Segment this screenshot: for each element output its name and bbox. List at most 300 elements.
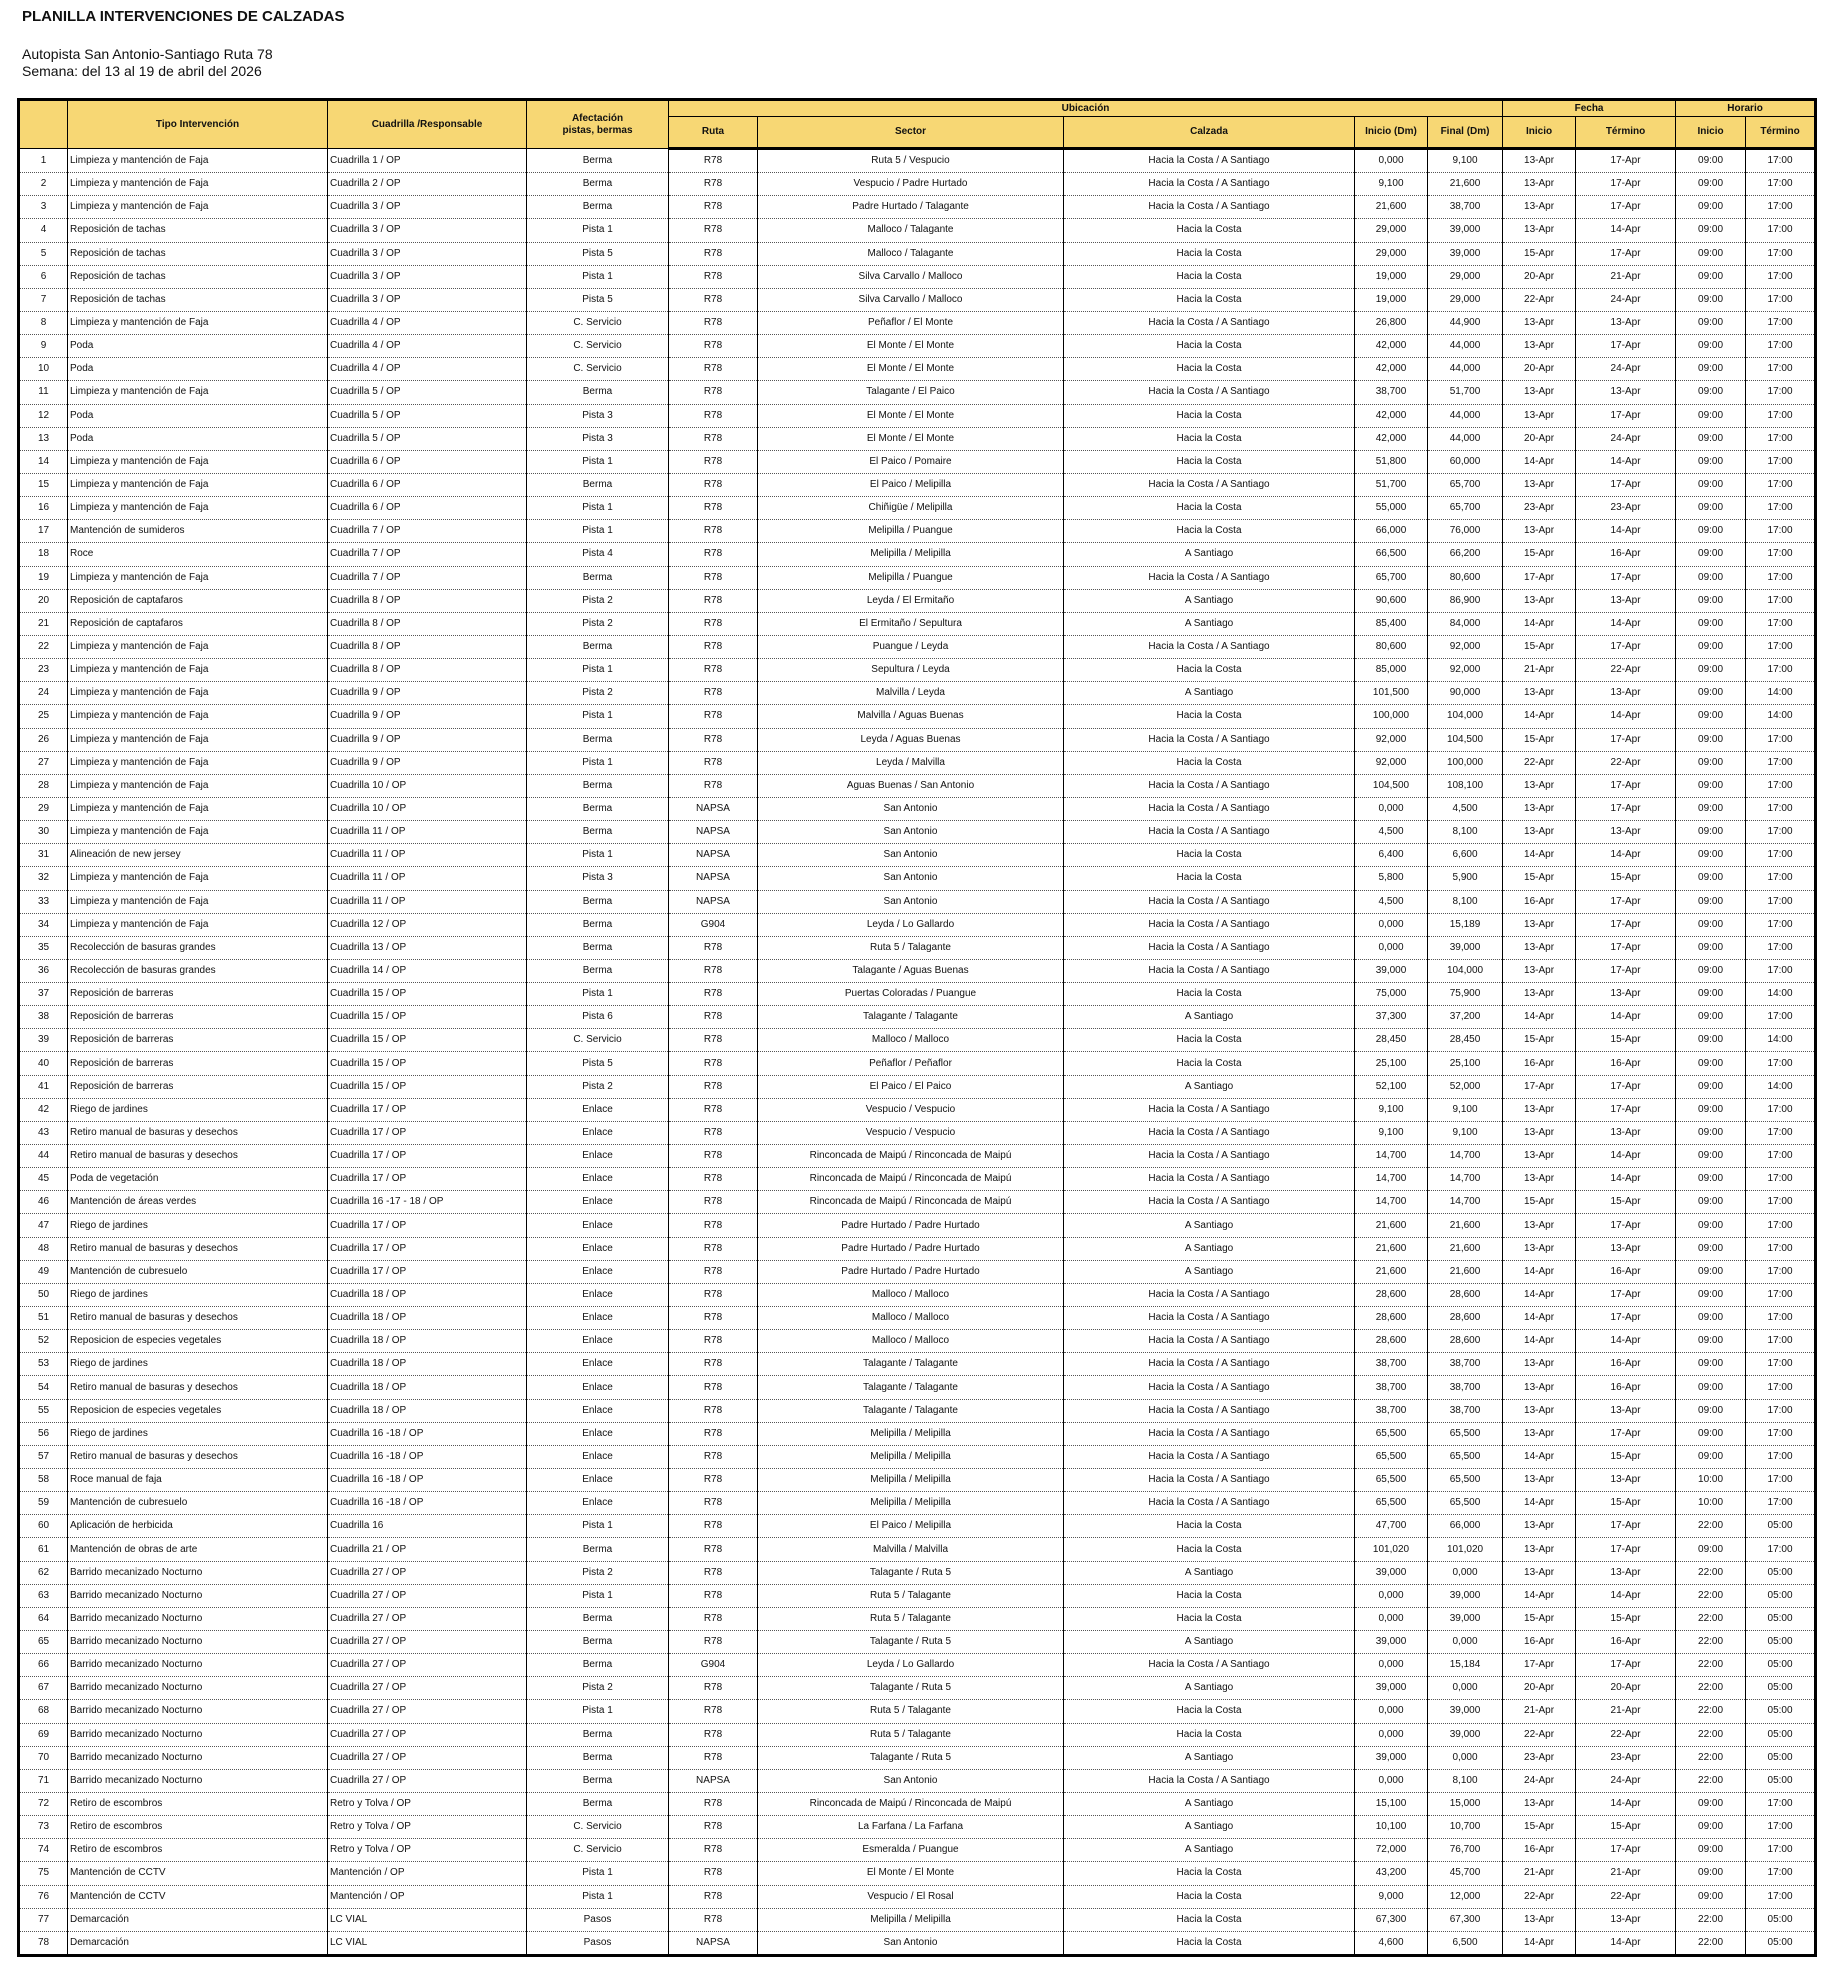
cell-tipo-intervencion: Limpieza y mantención de Faja (68, 751, 328, 774)
cell-row-number: 4 (19, 219, 68, 242)
cell-sector: Talagante / El Paico (758, 381, 1064, 404)
cell-tipo-intervencion: Barrido mecanizado Nocturno (68, 1700, 328, 1723)
cell-ruta: NAPSA (669, 844, 758, 867)
cell-ruta: R78 (669, 1445, 758, 1468)
cell-inicio-dm: 28,600 (1355, 1283, 1428, 1306)
cell-calzada: A Santiago (1064, 1839, 1355, 1862)
cell-tipo-intervencion: Limpieza y mantención de Faja (68, 774, 328, 797)
cell-calzada: A Santiago (1064, 1237, 1355, 1260)
cell-sector: San Antonio (758, 821, 1064, 844)
table-row (19, 589, 1816, 612)
cell-hora-termino: 14:00 (1746, 1075, 1816, 1098)
cell-tipo-intervencion: Mantención de obras de arte (68, 1538, 328, 1561)
cell-inicio-dm: 5,800 (1355, 867, 1428, 890)
cell-hora-termino: 17:00 (1746, 1168, 1816, 1191)
cell-inicio-dm: 29,000 (1355, 242, 1428, 265)
cell-sector: Padre Hurtado / Padre Hurtado (758, 1237, 1064, 1260)
cell-fecha-termino: 17-Apr (1576, 1515, 1676, 1538)
cell-cuadrilla: Cuadrilla 15 / OP (328, 1075, 527, 1098)
cell-fecha-termino: 21-Apr (1576, 1700, 1676, 1723)
table-row (19, 1121, 1816, 1144)
cell-sector: Peñaflor / El Monte (758, 311, 1064, 334)
cell-cuadrilla: Cuadrilla 15 / OP (328, 1006, 527, 1029)
cell-hora-termino: 17:00 (1746, 450, 1816, 473)
cell-final-dm: 39,000 (1428, 219, 1503, 242)
cell-tipo-intervencion: Reposición de barreras (68, 1006, 328, 1029)
cell-hora-inicio: 09:00 (1676, 381, 1746, 404)
cell-fecha-termino: 24-Apr (1576, 358, 1676, 381)
cell-tipo-intervencion: Limpieza y mantención de Faja (68, 173, 328, 196)
cell-row-number: 27 (19, 751, 68, 774)
table-row (19, 1908, 1816, 1931)
cell-cuadrilla: Cuadrilla 8 / OP (328, 589, 527, 612)
cell-hora-inicio: 22:00 (1676, 1584, 1746, 1607)
cell-hora-termino: 05:00 (1746, 1515, 1816, 1538)
cell-fecha-termino: 15-Apr (1576, 1029, 1676, 1052)
cell-cuadrilla: Cuadrilla 3 / OP (328, 196, 527, 219)
cell-hora-termino: 17:00 (1746, 1862, 1816, 1885)
table-row (19, 1515, 1816, 1538)
cell-inicio-dm: 26,800 (1355, 311, 1428, 334)
cell-calzada: Hacia la Costa / A Santiago (1064, 149, 1355, 173)
cell-hora-termino: 17:00 (1746, 1445, 1816, 1468)
cell-ruta: NAPSA (669, 1769, 758, 1792)
cell-final-dm: 39,000 (1428, 1584, 1503, 1607)
cell-ruta: R78 (669, 1561, 758, 1584)
cell-afectacion: Pista 3 (527, 867, 669, 890)
cell-inicio-dm: 38,700 (1355, 1399, 1428, 1422)
cell-tipo-intervencion: Reposición de tachas (68, 219, 328, 242)
cell-hora-termino: 17:00 (1746, 358, 1816, 381)
cell-calzada: Hacia la Costa / A Santiago (1064, 1121, 1355, 1144)
cell-sector: Puangue / Leyda (758, 635, 1064, 658)
table-row (19, 1237, 1816, 1260)
cell-tipo-intervencion: Retiro de escombros (68, 1839, 328, 1862)
table-row (19, 1700, 1816, 1723)
cell-fecha-termino: 17-Apr (1576, 196, 1676, 219)
cell-final-dm: 0,000 (1428, 1677, 1503, 1700)
cell-final-dm: 39,000 (1428, 1723, 1503, 1746)
cell-final-dm: 6,500 (1428, 1931, 1503, 1955)
cell-fecha-termino: 17-Apr (1576, 404, 1676, 427)
cell-inicio-dm: 14,700 (1355, 1168, 1428, 1191)
cell-sector: Melipilla / Melipilla (758, 1492, 1064, 1515)
cell-afectacion: C. Servicio (527, 1839, 669, 1862)
table-row (19, 1631, 1816, 1654)
cell-fecha-inicio: 13-Apr (1503, 311, 1576, 334)
cell-cuadrilla: Cuadrilla 15 / OP (328, 1029, 527, 1052)
cell-cuadrilla: Cuadrilla 15 / OP (328, 1052, 527, 1075)
cell-afectacion: Berma (527, 890, 669, 913)
cell-final-dm: 101,020 (1428, 1538, 1503, 1561)
header-inicio-dm: Inicio (Dm) (1355, 117, 1428, 149)
cell-fecha-inicio: 13-Apr (1503, 1353, 1576, 1376)
cell-hora-termino: 05:00 (1746, 1561, 1816, 1584)
cell-tipo-intervencion: Mantención de CCTV (68, 1885, 328, 1908)
cell-final-dm: 66,200 (1428, 543, 1503, 566)
cell-fecha-inicio: 13-Apr (1503, 913, 1576, 936)
cell-inicio-dm: 66,000 (1355, 520, 1428, 543)
cell-row-number: 73 (19, 1816, 68, 1839)
cell-inicio-dm: 38,700 (1355, 1376, 1428, 1399)
cell-row-number: 41 (19, 1075, 68, 1098)
cell-fecha-inicio: 13-Apr (1503, 1121, 1576, 1144)
cell-inicio-dm: 28,450 (1355, 1029, 1428, 1052)
cell-row-number: 36 (19, 959, 68, 982)
header-fecha-termino: Término (1576, 117, 1676, 149)
cell-hora-inicio: 09:00 (1676, 890, 1746, 913)
table-row (19, 497, 1816, 520)
cell-ruta: R78 (669, 520, 758, 543)
cell-fecha-inicio: 17-Apr (1503, 1075, 1576, 1098)
cell-hora-inicio: 22:00 (1676, 1631, 1746, 1654)
cell-row-number: 69 (19, 1723, 68, 1746)
cell-sector: Melipilla / Melipilla (758, 1469, 1064, 1492)
cell-inicio-dm: 4,500 (1355, 821, 1428, 844)
header-horario: Horario (1676, 100, 1816, 117)
cell-row-number: 46 (19, 1191, 68, 1214)
cell-row-number: 57 (19, 1445, 68, 1468)
cell-fecha-termino: 15-Apr (1576, 1492, 1676, 1515)
cell-final-dm: 28,600 (1428, 1330, 1503, 1353)
cell-sector: Talagante / Ruta 5 (758, 1746, 1064, 1769)
cell-final-dm: 104,000 (1428, 705, 1503, 728)
cell-row-number: 34 (19, 913, 68, 936)
cell-ruta: R78 (669, 1816, 758, 1839)
cell-afectacion: Enlace (527, 1168, 669, 1191)
cell-fecha-termino: 13-Apr (1576, 589, 1676, 612)
cell-calzada: Hacia la Costa (1064, 844, 1355, 867)
cell-sector: Leyda / Lo Gallardo (758, 913, 1064, 936)
interventions-table (17, 98, 1817, 1957)
cell-inicio-dm: 19,000 (1355, 265, 1428, 288)
cell-sector: Malloco / Malloco (758, 1029, 1064, 1052)
cell-hora-termino: 05:00 (1746, 1908, 1816, 1931)
cell-calzada: Hacia la Costa (1064, 358, 1355, 381)
cell-fecha-inicio: 20-Apr (1503, 358, 1576, 381)
cell-inicio-dm: 6,400 (1355, 844, 1428, 867)
cell-fecha-termino: 14-Apr (1576, 1584, 1676, 1607)
cell-afectacion: Berma (527, 1769, 669, 1792)
table-row (19, 1168, 1816, 1191)
cell-final-dm: 38,700 (1428, 1399, 1503, 1422)
cell-inicio-dm: 0,000 (1355, 913, 1428, 936)
cell-hora-termino: 17:00 (1746, 844, 1816, 867)
cell-fecha-inicio: 13-Apr (1503, 1515, 1576, 1538)
cell-row-number: 65 (19, 1631, 68, 1654)
cell-cuadrilla: Cuadrilla 18 / OP (328, 1399, 527, 1422)
cell-tipo-intervencion: Retiro manual de basuras y desechos (68, 1307, 328, 1330)
cell-hora-termino: 17:00 (1746, 566, 1816, 589)
cell-hora-inicio: 09:00 (1676, 543, 1746, 566)
cell-hora-inicio: 09:00 (1676, 867, 1746, 890)
cell-hora-inicio: 22:00 (1676, 1723, 1746, 1746)
cell-tipo-intervencion: Mantención de cubresuelo (68, 1260, 328, 1283)
cell-ruta: R78 (669, 635, 758, 658)
cell-hora-termino: 17:00 (1746, 311, 1816, 334)
cell-calzada: Hacia la Costa / A Santiago (1064, 728, 1355, 751)
cell-ruta: R78 (669, 659, 758, 682)
cell-tipo-intervencion: Limpieza y mantención de Faja (68, 566, 328, 589)
cell-fecha-inicio: 13-Apr (1503, 219, 1576, 242)
cell-sector: Malvilla / Leyda (758, 682, 1064, 705)
cell-afectacion: Enlace (527, 1492, 669, 1515)
table-row (19, 1353, 1816, 1376)
cell-final-dm: 52,000 (1428, 1075, 1503, 1098)
cell-fecha-termino: 16-Apr (1576, 1631, 1676, 1654)
cell-hora-inicio: 09:00 (1676, 682, 1746, 705)
cell-cuadrilla: Mantención / OP (328, 1862, 527, 1885)
cell-final-dm: 8,100 (1428, 890, 1503, 913)
cell-row-number: 51 (19, 1307, 68, 1330)
table-row (19, 1769, 1816, 1792)
cell-hora-inicio: 09:00 (1676, 288, 1746, 311)
cell-row-number: 29 (19, 797, 68, 820)
cell-final-dm: 67,300 (1428, 1908, 1503, 1931)
cell-final-dm: 65,500 (1428, 1445, 1503, 1468)
cell-hora-termino: 17:00 (1746, 288, 1816, 311)
cell-sector: El Paico / El Paico (758, 1075, 1064, 1098)
cell-final-dm: 37,200 (1428, 1006, 1503, 1029)
cell-fecha-inicio: 15-Apr (1503, 1816, 1576, 1839)
cell-cuadrilla: Cuadrilla 27 / OP (328, 1769, 527, 1792)
cell-fecha-termino: 15-Apr (1576, 1607, 1676, 1630)
cell-cuadrilla: Cuadrilla 7 / OP (328, 566, 527, 589)
cell-tipo-intervencion: Reposición de tachas (68, 265, 328, 288)
cell-fecha-termino: 15-Apr (1576, 1191, 1676, 1214)
table-row (19, 1214, 1816, 1237)
cell-tipo-intervencion: Barrido mecanizado Nocturno (68, 1631, 328, 1654)
cell-ruta: R78 (669, 705, 758, 728)
cell-hora-inicio: 09:00 (1676, 844, 1746, 867)
cell-tipo-intervencion: Riego de jardines (68, 1098, 328, 1121)
cell-calzada: Hacia la Costa (1064, 751, 1355, 774)
cell-cuadrilla: Cuadrilla 18 / OP (328, 1283, 527, 1306)
cell-row-number: 59 (19, 1492, 68, 1515)
cell-fecha-inicio: 13-Apr (1503, 983, 1576, 1006)
cell-fecha-termino: 23-Apr (1576, 497, 1676, 520)
cell-cuadrilla: Cuadrilla 17 / OP (328, 1121, 527, 1144)
cell-calzada: A Santiago (1064, 612, 1355, 635)
cell-fecha-termino: 13-Apr (1576, 821, 1676, 844)
cell-hora-inicio: 09:00 (1676, 1168, 1746, 1191)
cell-ruta: NAPSA (669, 867, 758, 890)
cell-inicio-dm: 104,500 (1355, 774, 1428, 797)
cell-cuadrilla: Cuadrilla 27 / OP (328, 1723, 527, 1746)
cell-final-dm: 28,600 (1428, 1307, 1503, 1330)
cell-sector: San Antonio (758, 867, 1064, 890)
cell-ruta: R78 (669, 1121, 758, 1144)
cell-sector: El Ermitaño / Sepultura (758, 612, 1064, 635)
cell-ruta: R78 (669, 1283, 758, 1306)
cell-row-number: 76 (19, 1885, 68, 1908)
cell-ruta: R78 (669, 1422, 758, 1445)
cell-ruta: R78 (669, 1862, 758, 1885)
cell-hora-termino: 17:00 (1746, 404, 1816, 427)
cell-fecha-termino: 14-Apr (1576, 612, 1676, 635)
cell-fecha-termino: 24-Apr (1576, 1769, 1676, 1792)
cell-cuadrilla: Cuadrilla 17 / OP (328, 1145, 527, 1168)
cell-cuadrilla: Cuadrilla 27 / OP (328, 1700, 527, 1723)
table-row (19, 1723, 1816, 1746)
cell-row-number: 45 (19, 1168, 68, 1191)
cell-sector: San Antonio (758, 1769, 1064, 1792)
cell-row-number: 38 (19, 1006, 68, 1029)
table-row (19, 1260, 1816, 1283)
cell-final-dm: 65,500 (1428, 1492, 1503, 1515)
cell-cuadrilla: LC VIAL (328, 1908, 527, 1931)
cell-final-dm: 9,100 (1428, 149, 1503, 173)
cell-calzada: A Santiago (1064, 543, 1355, 566)
cell-inicio-dm: 0,000 (1355, 1700, 1428, 1723)
cell-row-number: 24 (19, 682, 68, 705)
cell-hora-inicio: 09:00 (1676, 404, 1746, 427)
table-row (19, 265, 1816, 288)
cell-cuadrilla: Mantención / OP (328, 1885, 527, 1908)
table-row (19, 520, 1816, 543)
cell-afectacion: Berma (527, 1538, 669, 1561)
table-row (19, 797, 1816, 820)
cell-hora-inicio: 10:00 (1676, 1492, 1746, 1515)
cell-row-number: 3 (19, 196, 68, 219)
cell-fecha-inicio: 13-Apr (1503, 1376, 1576, 1399)
cell-afectacion: Enlace (527, 1469, 669, 1492)
cell-row-number: 15 (19, 473, 68, 496)
cell-row-number: 42 (19, 1098, 68, 1121)
cell-cuadrilla: Cuadrilla 17 / OP (328, 1098, 527, 1121)
cell-cuadrilla: Cuadrilla 3 / OP (328, 288, 527, 311)
cell-tipo-intervencion: Recolección de basuras grandes (68, 959, 328, 982)
cell-cuadrilla: Cuadrilla 12 / OP (328, 913, 527, 936)
cell-hora-inicio: 09:00 (1676, 1307, 1746, 1330)
cell-fecha-inicio: 13-Apr (1503, 1908, 1576, 1931)
table-row (19, 1538, 1816, 1561)
cell-hora-inicio: 09:00 (1676, 1121, 1746, 1144)
cell-hora-termino: 05:00 (1746, 1631, 1816, 1654)
cell-fecha-inicio: 14-Apr (1503, 1260, 1576, 1283)
cell-cuadrilla: Cuadrilla 11 / OP (328, 890, 527, 913)
cell-final-dm: 15,189 (1428, 913, 1503, 936)
cell-row-number: 48 (19, 1237, 68, 1260)
cell-row-number: 58 (19, 1469, 68, 1492)
cell-fecha-termino: 21-Apr (1576, 265, 1676, 288)
header-tipo-intervencion: Tipo Intervención (68, 100, 328, 149)
cell-row-number: 31 (19, 844, 68, 867)
cell-sector: Ruta 5 / Vespucio (758, 149, 1064, 173)
cell-tipo-intervencion: Riego de jardines (68, 1283, 328, 1306)
cell-afectacion: Berma (527, 1654, 669, 1677)
cell-hora-inicio: 22:00 (1676, 1515, 1746, 1538)
cell-fecha-inicio: 13-Apr (1503, 1422, 1576, 1445)
cell-afectacion: Pasos (527, 1908, 669, 1931)
cell-fecha-inicio: 17-Apr (1503, 566, 1576, 589)
cell-fecha-termino: 22-Apr (1576, 1885, 1676, 1908)
cell-cuadrilla: Cuadrilla 21 / OP (328, 1538, 527, 1561)
cell-ruta: R78 (669, 149, 758, 173)
cell-cuadrilla: Cuadrilla 27 / OP (328, 1631, 527, 1654)
cell-fecha-termino: 17-Apr (1576, 566, 1676, 589)
cell-calzada: Hacia la Costa / A Santiago (1064, 1098, 1355, 1121)
table-row (19, 1399, 1816, 1422)
cell-row-number: 26 (19, 728, 68, 751)
cell-tipo-intervencion: Limpieza y mantención de Faja (68, 890, 328, 913)
cell-inicio-dm: 25,100 (1355, 1052, 1428, 1075)
cell-inicio-dm: 100,000 (1355, 705, 1428, 728)
table-row (19, 358, 1816, 381)
cell-tipo-intervencion: Limpieza y mantención de Faja (68, 682, 328, 705)
cell-calzada: A Santiago (1064, 1677, 1355, 1700)
cell-inicio-dm: 38,700 (1355, 1353, 1428, 1376)
cell-sector: Leyda / Malvilla (758, 751, 1064, 774)
cell-cuadrilla: Cuadrilla 11 / OP (328, 821, 527, 844)
cell-ruta: R78 (669, 1191, 758, 1214)
cell-row-number: 17 (19, 520, 68, 543)
cell-final-dm: 76,700 (1428, 1839, 1503, 1862)
cell-hora-inicio: 09:00 (1676, 1399, 1746, 1422)
cell-final-dm: 44,000 (1428, 404, 1503, 427)
cell-tipo-intervencion: Demarcación (68, 1931, 328, 1955)
cell-final-dm: 75,900 (1428, 983, 1503, 1006)
cell-hora-inicio: 09:00 (1676, 913, 1746, 936)
table-row (19, 543, 1816, 566)
cell-cuadrilla: Cuadrilla 8 / OP (328, 635, 527, 658)
cell-fecha-inicio: 14-Apr (1503, 450, 1576, 473)
cell-fecha-termino: 17-Apr (1576, 959, 1676, 982)
cell-calzada: A Santiago (1064, 589, 1355, 612)
cell-sector: El Paico / Melipilla (758, 1515, 1064, 1538)
cell-tipo-intervencion: Barrido mecanizado Nocturno (68, 1723, 328, 1746)
cell-row-number: 39 (19, 1029, 68, 1052)
cell-hora-inicio: 22:00 (1676, 1746, 1746, 1769)
cell-calzada: Hacia la Costa / A Santiago (1064, 1469, 1355, 1492)
cell-cuadrilla: Cuadrilla 10 / OP (328, 774, 527, 797)
cell-row-number: 19 (19, 566, 68, 589)
cell-afectacion: Pista 2 (527, 1075, 669, 1098)
cell-hora-termino: 05:00 (1746, 1677, 1816, 1700)
cell-ruta: R78 (669, 1746, 758, 1769)
cell-hora-termino: 17:00 (1746, 1006, 1816, 1029)
table-row (19, 1931, 1816, 1955)
cell-hora-inicio: 09:00 (1676, 1422, 1746, 1445)
cell-calzada: A Santiago (1064, 1631, 1355, 1654)
cell-hora-inicio: 09:00 (1676, 659, 1746, 682)
cell-hora-inicio: 09:00 (1676, 358, 1746, 381)
cell-inicio-dm: 65,500 (1355, 1422, 1428, 1445)
cell-calzada: Hacia la Costa (1064, 219, 1355, 242)
cell-hora-termino: 05:00 (1746, 1746, 1816, 1769)
cell-fecha-termino: 20-Apr (1576, 1677, 1676, 1700)
table-row (19, 821, 1816, 844)
cell-afectacion: Berma (527, 1746, 669, 1769)
cell-fecha-termino: 22-Apr (1576, 659, 1676, 682)
cell-fecha-inicio: 15-Apr (1503, 1607, 1576, 1630)
cell-hora-inicio: 22:00 (1676, 1931, 1746, 1955)
table-row (19, 1376, 1816, 1399)
cell-hora-termino: 17:00 (1746, 1307, 1816, 1330)
table-row (19, 566, 1816, 589)
cell-sector: Puertas Coloradas / Puangue (758, 983, 1064, 1006)
cell-hora-termino: 17:00 (1746, 543, 1816, 566)
header-num (19, 100, 68, 149)
cell-fecha-termino: 22-Apr (1576, 1723, 1676, 1746)
cell-tipo-intervencion: Poda (68, 335, 328, 358)
cell-hora-termino: 17:00 (1746, 589, 1816, 612)
table-row (19, 1445, 1816, 1468)
cell-inicio-dm: 9,100 (1355, 173, 1428, 196)
cell-final-dm: 0,000 (1428, 1746, 1503, 1769)
cell-afectacion: Berma (527, 728, 669, 751)
cell-ruta: R78 (669, 1885, 758, 1908)
